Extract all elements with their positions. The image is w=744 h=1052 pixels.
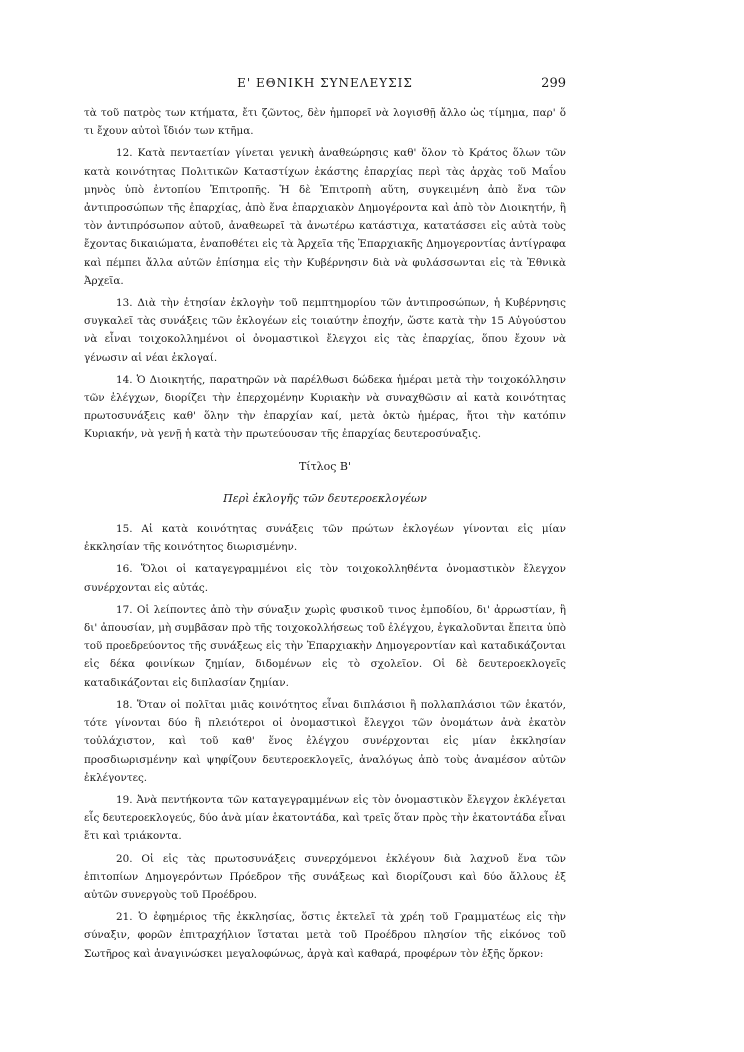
article-17: 17. Οἱ λείποντες ἀπὸ τὴν σύναξιν χωρὶς φυσικοῦ τινος ἐμποδίου, δι' ἀρρωστίαν, ἢ δι' ἀπουσίαν, μὴ συμβᾶσαν πρὸ τῆς τοιχοκολλήσεως τοῦ ἐλέγχου, ἐγκαλοῦνται ἔπειτα ὑπὸ τοῦ προεδρεύοντος τῆς συνάξεως εἰς τὴν Ἐπαρχιακὴν Δημογεροντίαν καὶ καταδικάζονται εἰς δέκα φοινίκων ζημίαν, διδομένων εἰς τὸ σχολεῖον. Οἱ δὲ δευτεροεκλογεῖς καταδικάζονται εἰς διπλασίαν ζημίαν. (84, 603, 566, 689)
article-21: 21. Ὁ ἐφημέριος τῆς ἐκκλησίας, ὅστις ἐκτελεῖ τὰ χρέη τοῦ Γραμματέως εἰς τὴν σύναξιν, φορῶν ἐπιτραχήλιον ἵσταται μετὰ τοῦ Προέδρου πλησίον τῆς εἰκόνος τοῦ Σωτῆρος καὶ ἀναγινώσκει μεγαλοφώνως, ἀργὰ καὶ καθαρά, προφέρων τὸν ἑξῆς ὅρκον: (84, 911, 566, 960)
running-title: Ε' ΕΘΝΙΚΗ ΣΥΝΕΛΕΥΣΙΣ (237, 76, 413, 90)
page-body (84, 104, 566, 967)
page-header (84, 76, 566, 96)
paragraph-continuation: τὰ τοῦ πατρὸς των κτήματα, ἔτι ζῶντος, δὲν ἠμπορεῖ νὰ λογισθῇ ἄλλο ὡς τίμημα, παρ' ὅ τι ἔχουν αὐτοὶ ἴδιόν των κτῆμα. (84, 107, 566, 138)
article-12: 12. Κατὰ πενταετίαν γίνεται γενικὴ ἀναθεώρησις καθ' ὅλον τὸ Κράτος ὅλων τῶν κατὰ κοινότητας Πολιτικῶν Καταστίχων ἑκάστης ἐπαρχίας περὶ τὰς ἀρχὰς τοῦ Μαΐου μηνὸς ὑπὸ ἐντοπίου Ἐπιτροπῆς. Ἡ δὲ Ἐπιτροπὴ αὕτη, συγκειμένη ἀπὸ ἕνα τῶν ἀντιπροσώπων τῆς ἐπαρχίας, ἀπὸ ἕνα ἐπαρχιακὸν Δημογέροντα καὶ ἀπὸ τὸν Διοικητήν, ἢ τὸν ἀντιπρόσωπον αὐτοῦ, ἀναθεωρεῖ τὰ ἀνωτέρω κατάστιχα, κατατάσσει εἰς αὐτὰ τοὺς ἔχοντας δικαιώματα, ἐναποθέτει εἰς τὰ Ἀρχεῖα τῆς Ἐπαρχιακῆς Δημογεροντίας ἀντίγραφα καὶ πέμπει ἄλλα αὐτῶν ἐπίσημα εἰς τὴν Κυβέρνησιν διὰ νὰ φυλάσσωνται εἰς τὰ Ἐθνικὰ Ἀρχεῖα. (84, 147, 566, 287)
article-18: 18. Ὅταν οἱ πολῖται μιᾶς κοινότητος εἶναι διπλάσιοι ἢ πολλαπλάσιοι τῶν ἑκατόν, τότε γίνονται δύο ἢ πλειότεροι οἱ ὀνομαστικοὶ ἔλεγχοι τῶν ὀνομάτων ἀνὰ ἑκατὸν τοὐλάχιστον, καὶ τοῦ καθ' ἕνος ἐλέγχου συνέρχονται εἰς μίαν ἐκκλησίαν προσδιωρισμένην καὶ ψηφίζουν δευτεροεκλογεῖς, ἀναλόγως ἀπὸ τοὺς ἀναμέσον αὐτῶν ἐκλέγοντες. (84, 698, 566, 784)
page-number: 299 (541, 76, 566, 91)
article-13: 13. Διὰ τὴν ἐτησίαν ἐκλογὴν τοῦ πεμπτημορίου τῶν ἀντιπροσώπων, ἡ Κυβέρνησις συγκαλεῖ τὰς συνάξεις τῶν ἐκλογέων εἰς τοιαύτην ἐποχήν, ὥστε κατὰ τὴν 15 Αὐγούστου νὰ εἶναι τοιχοκολλημένοι οἱ ὀνομαστικοὶ ἔλεγχοι εἰς τὰς ἐπαρχίας, ὅπου ἔχουν νὰ γένωσιν αἱ νέαι ἐκλογαί. (84, 297, 566, 364)
article-20: 20. Οἱ εἰς τὰς πρωτοσυνάξεις συνερχόμενοι ἐκλέγουν διὰ λαχνοῦ ἕνα τῶν ἐπιτοπίων Δημογερόντων Πρόεδρον τῆς συνάξεως καὶ διορίζουσι καὶ δύο ἄλλους ἐξ αὐτῶν συνεργοὺς τοῦ Προέδρου. (84, 852, 566, 901)
section-title: Τίτλος Β' (298, 459, 352, 473)
article-14: 14. Ὁ Διοικητής, παρατηρῶν νὰ παρέλθωσι δώδεκα ἡμέραι μετὰ τὴν τοιχοκόλλησιν τῶν ἐλέγχων, διορίζει τὴν ἐπερχομένην Κυριακὴν νὰ συναχθῶσιν αἱ κατὰ κοινότητας πρωτοσυνάξεις καθ' ὅλην τὴν ἐπαρχίαν καί, μετὰ ὀκτὼ ἡμέρας, ἤτοι τὴν κατόπιν Κυριακήν, νὰ γενῇ ἡ κατὰ τὴν πρωτεύουσαν τῆς ἐπαρχίας δευτεροσύναξις. (84, 373, 566, 441)
article-16: 16. Ὅλοι οἱ καταγεγραμμένοι εἰς τὸν τοιχοκολληθέντα ὀνομαστικὸν ἔλεγχον συνέρχονται εἰς αὐτάς. (84, 563, 566, 594)
article-15: 15. Αἱ κατὰ κοινότητας συνάξεις τῶν πρώτων ἐκλογέων γίνονται εἰς μίαν ἐκκλησίαν τῆς κοινότητος διωρισμένην. (84, 523, 566, 554)
article-19: 19. Ἀνὰ πεντήκοντα τῶν καταγεγραμμένων εἰς τὸν ὀνομαστικὸν ἔλεγχον ἐκλέγεται εἷς δευτεροεκλογεύς, δύο ἀνὰ μίαν ἑκατοντάδα, καὶ τρεῖς ὅταν πρὸς τὴν ἑκατοντάδα εἶναι ἔτι καὶ τριάκοντα. (84, 793, 566, 843)
section-subtitle: Περὶ ἐκλογῆς τῶν δευτεροεκλογέων (223, 491, 427, 505)
